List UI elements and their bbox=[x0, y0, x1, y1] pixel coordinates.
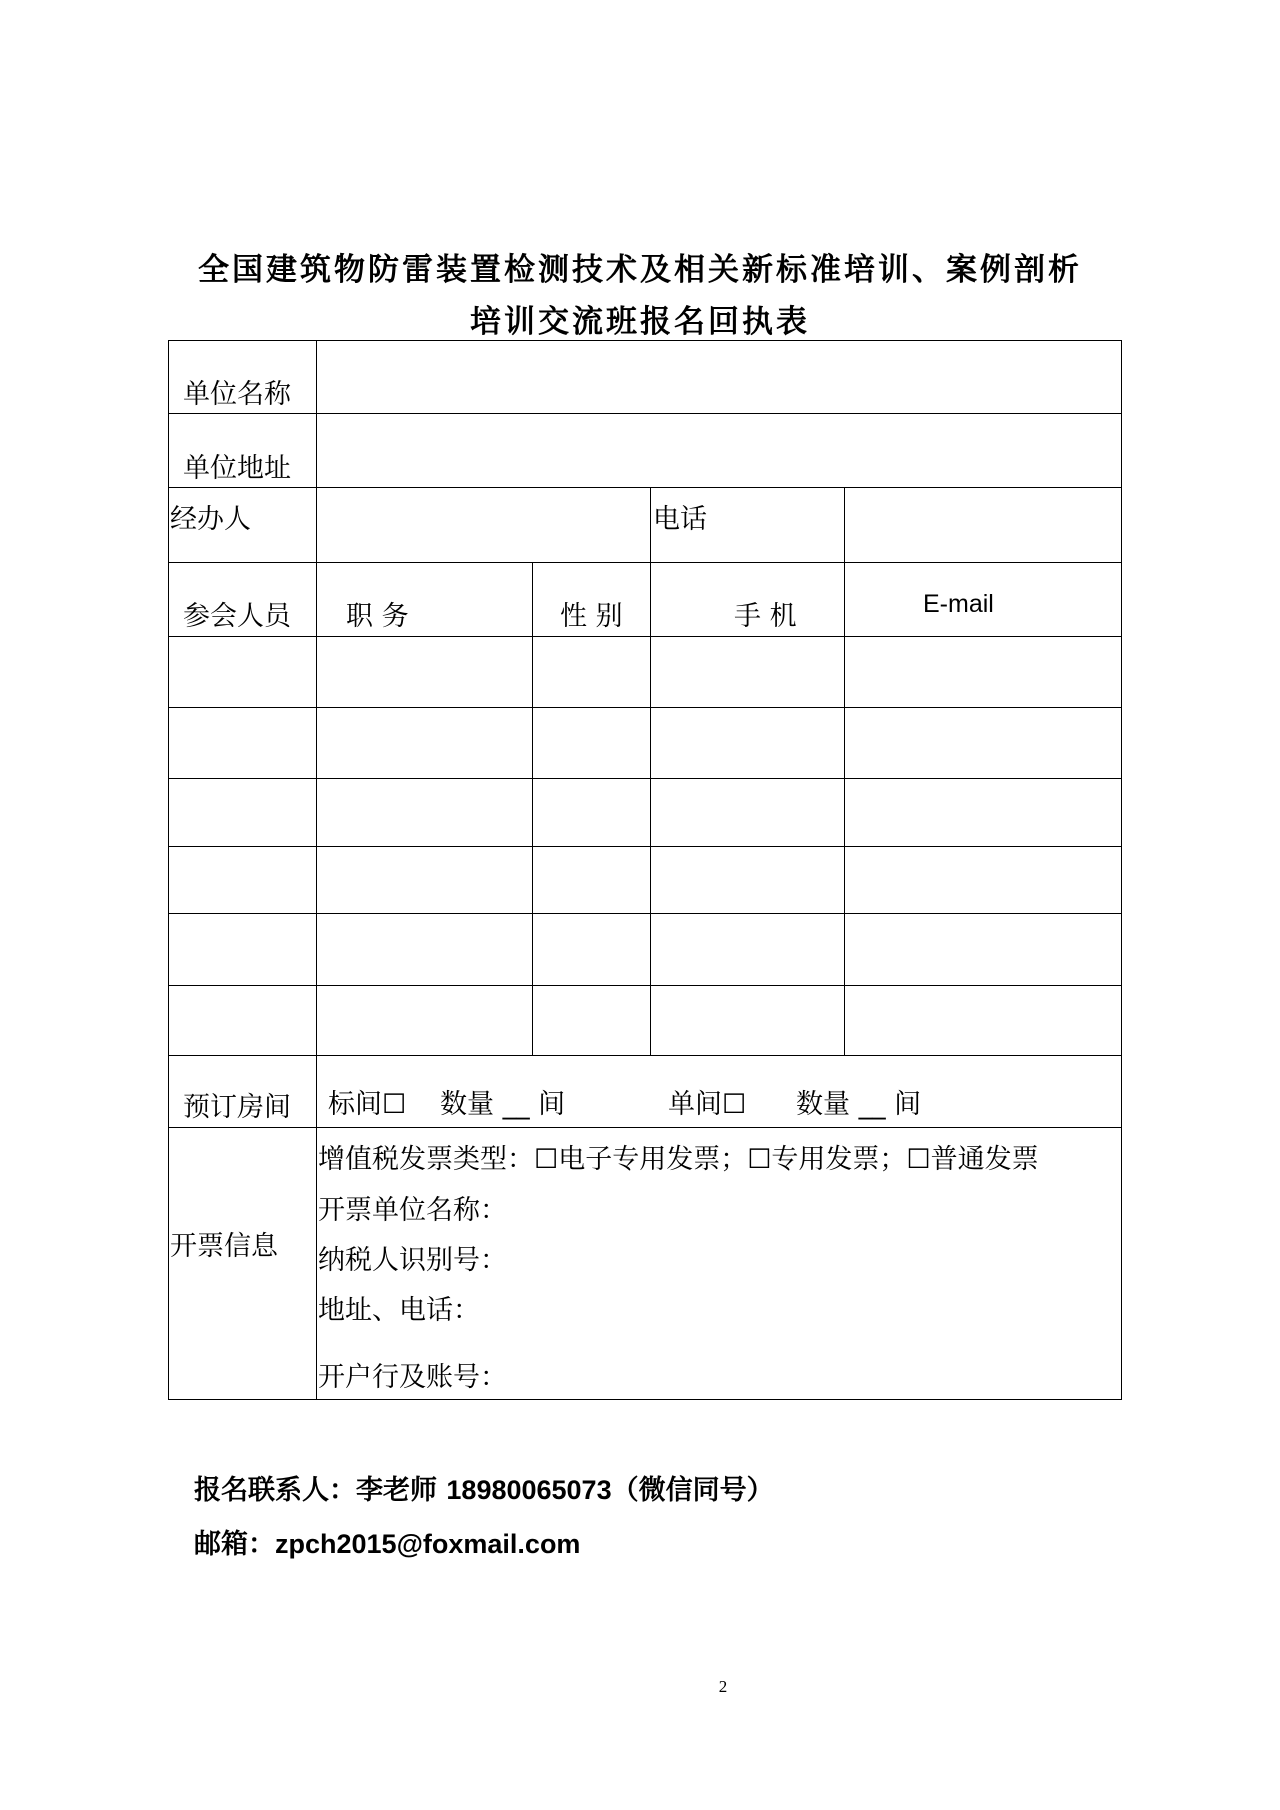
row-divider bbox=[168, 562, 1122, 563]
mobile-header: 手 机 bbox=[734, 601, 797, 632]
contact-note: （微信同号） bbox=[611, 1475, 774, 1506]
handler-label: 经办人 bbox=[170, 504, 251, 535]
standard-room-quantity[interactable]: 数量 __ 间 bbox=[440, 1089, 566, 1120]
phone-input[interactable] bbox=[846, 489, 1120, 561]
invoice-tax-id-label: 纳税人识别号： bbox=[318, 1245, 507, 1276]
attendees-header: 参会人员 bbox=[183, 601, 291, 632]
email-label: 邮箱： bbox=[194, 1529, 275, 1560]
handler-input[interactable] bbox=[318, 489, 648, 561]
page-number: 2 bbox=[718, 1677, 728, 1696]
title-line-2: 培训交流班报名回执表 bbox=[470, 304, 810, 340]
registration-form-table bbox=[168, 340, 1122, 1400]
standard-room-checkbox[interactable]: 标间☐ bbox=[328, 1089, 407, 1120]
unit-address-label: 单位地址 bbox=[183, 453, 291, 484]
row-divider bbox=[168, 487, 1122, 488]
row-divider bbox=[168, 913, 1122, 914]
email-header: E-mail bbox=[923, 590, 994, 618]
contact-phone: 18980065073 bbox=[446, 1475, 612, 1505]
single-room-checkbox[interactable]: 单间☐ bbox=[668, 1089, 747, 1120]
table-border-bottom bbox=[168, 1399, 1122, 1400]
row-divider bbox=[168, 985, 1122, 986]
table-border-left bbox=[168, 340, 169, 1400]
table-border-top bbox=[168, 340, 1122, 341]
table-border-right bbox=[1121, 340, 1122, 1400]
booking-label: 预订房间 bbox=[183, 1092, 291, 1123]
invoice-address-phone-label: 地址、电话： bbox=[318, 1295, 480, 1326]
row-divider bbox=[168, 413, 1122, 414]
contact-email: zpch2015@foxmail.com bbox=[275, 1529, 581, 1559]
single-room-quantity[interactable]: 数量 __ 间 bbox=[796, 1089, 922, 1120]
label-column-divider bbox=[316, 340, 317, 1400]
row-divider bbox=[168, 846, 1122, 847]
row-divider bbox=[168, 707, 1122, 708]
row-divider bbox=[168, 778, 1122, 779]
invoice-type-options[interactable]: 增值税发票类型：☐电子专用发票；☐专用发票； bbox=[318, 1144, 907, 1175]
row-divider bbox=[168, 1055, 1122, 1056]
invoice-type bbox=[318, 1137, 1039, 1176]
unit-name-input[interactable] bbox=[318, 342, 1120, 412]
contact-person: 报名联系人：李老师 bbox=[194, 1475, 437, 1506]
unit-address-input[interactable] bbox=[318, 415, 1120, 485]
row-divider bbox=[168, 636, 1122, 637]
title-line-1: 全国建筑物防雷装置检测技术及相关新标准培训、案例剖析 bbox=[198, 252, 1082, 288]
column-divider bbox=[532, 562, 533, 1055]
gender-header: 性 别 bbox=[560, 601, 623, 632]
invoice-label: 开票信息 bbox=[170, 1231, 278, 1262]
column-divider bbox=[844, 487, 845, 1055]
column-divider bbox=[650, 487, 651, 1055]
contact-line bbox=[194, 1468, 774, 1507]
position-header: 职 务 bbox=[346, 601, 409, 632]
email-line bbox=[194, 1522, 580, 1561]
row-divider bbox=[168, 1127, 1122, 1128]
invoice-normal-option[interactable]: ☐普通发票 bbox=[906, 1144, 1039, 1175]
invoice-company-label: 开票单位名称： bbox=[318, 1195, 507, 1226]
unit-name-label: 单位名称 bbox=[183, 379, 291, 410]
invoice-bank-label: 开户行及账号： bbox=[318, 1362, 507, 1393]
phone-label: 电话 bbox=[653, 504, 707, 535]
